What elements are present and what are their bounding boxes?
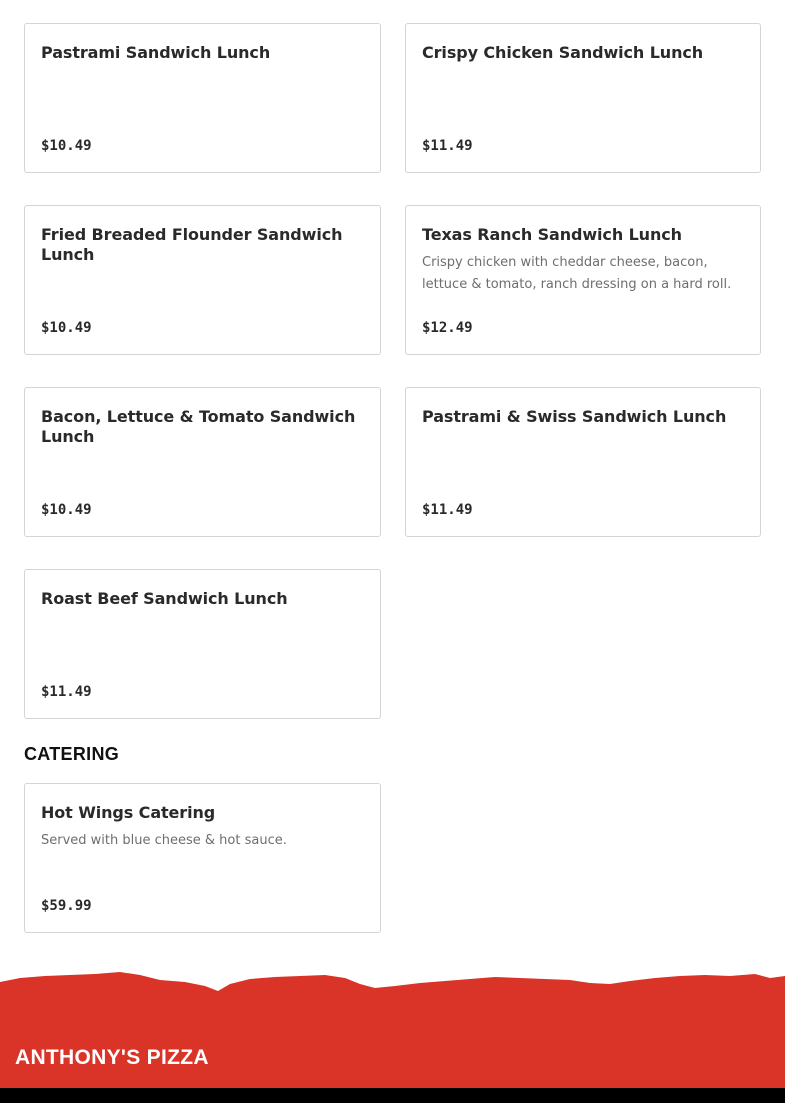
lunch-menu-grid	[24, 23, 761, 719]
item-price: $10.49	[41, 320, 92, 336]
menu-item-card[interactable]	[405, 387, 761, 537]
item-name: Pastrami & Swiss Sandwich Lunch	[422, 407, 727, 426]
menu-item-card[interactable]	[24, 205, 381, 355]
item-price: $12.49	[422, 320, 473, 336]
menu-item-card[interactable]	[24, 23, 381, 173]
torn-edge-banner	[0, 966, 785, 1103]
item-price: $10.49	[41, 138, 92, 154]
site-footer	[0, 966, 785, 1103]
item-price: $11.49	[422, 502, 473, 518]
menu-item-card[interactable]	[24, 387, 381, 537]
footer-bottom-bar	[0, 1088, 785, 1103]
item-name: Hot Wings Catering	[41, 803, 216, 822]
item-name: Fried Breaded Flounder Sandwich Lunch	[41, 225, 343, 264]
item-name: Bacon, Lettuce & Tomato Sandwich Lunch	[41, 407, 356, 446]
menu-item-card[interactable]	[24, 783, 381, 933]
catering-menu-grid	[24, 783, 761, 933]
item-name: Crispy Chicken Sandwich Lunch	[422, 43, 704, 62]
footer-brand-name[interactable]: ANTHONY'S PIZZA	[15, 1046, 209, 1069]
item-name: Roast Beef Sandwich Lunch	[41, 589, 288, 608]
item-price: $10.49	[41, 502, 92, 518]
item-price: $59.99	[41, 898, 92, 914]
item-name: Texas Ranch Sandwich Lunch	[422, 225, 682, 244]
menu-item-card[interactable]	[405, 205, 761, 355]
menu-item-card[interactable]	[405, 23, 761, 173]
menu-item-card[interactable]	[24, 569, 381, 719]
item-price: $11.49	[422, 138, 473, 154]
item-description: Crispy chicken with cheddar cheese, bacon, lettuce & tomato, ranch dressing on a hard roll.	[422, 255, 732, 292]
item-price: $11.49	[41, 684, 92, 700]
item-name: Pastrami Sandwich Lunch	[41, 43, 271, 62]
item-description: Served with blue cheese & hot sauce.	[41, 833, 287, 848]
section-heading-catering: CATERING	[24, 744, 120, 764]
